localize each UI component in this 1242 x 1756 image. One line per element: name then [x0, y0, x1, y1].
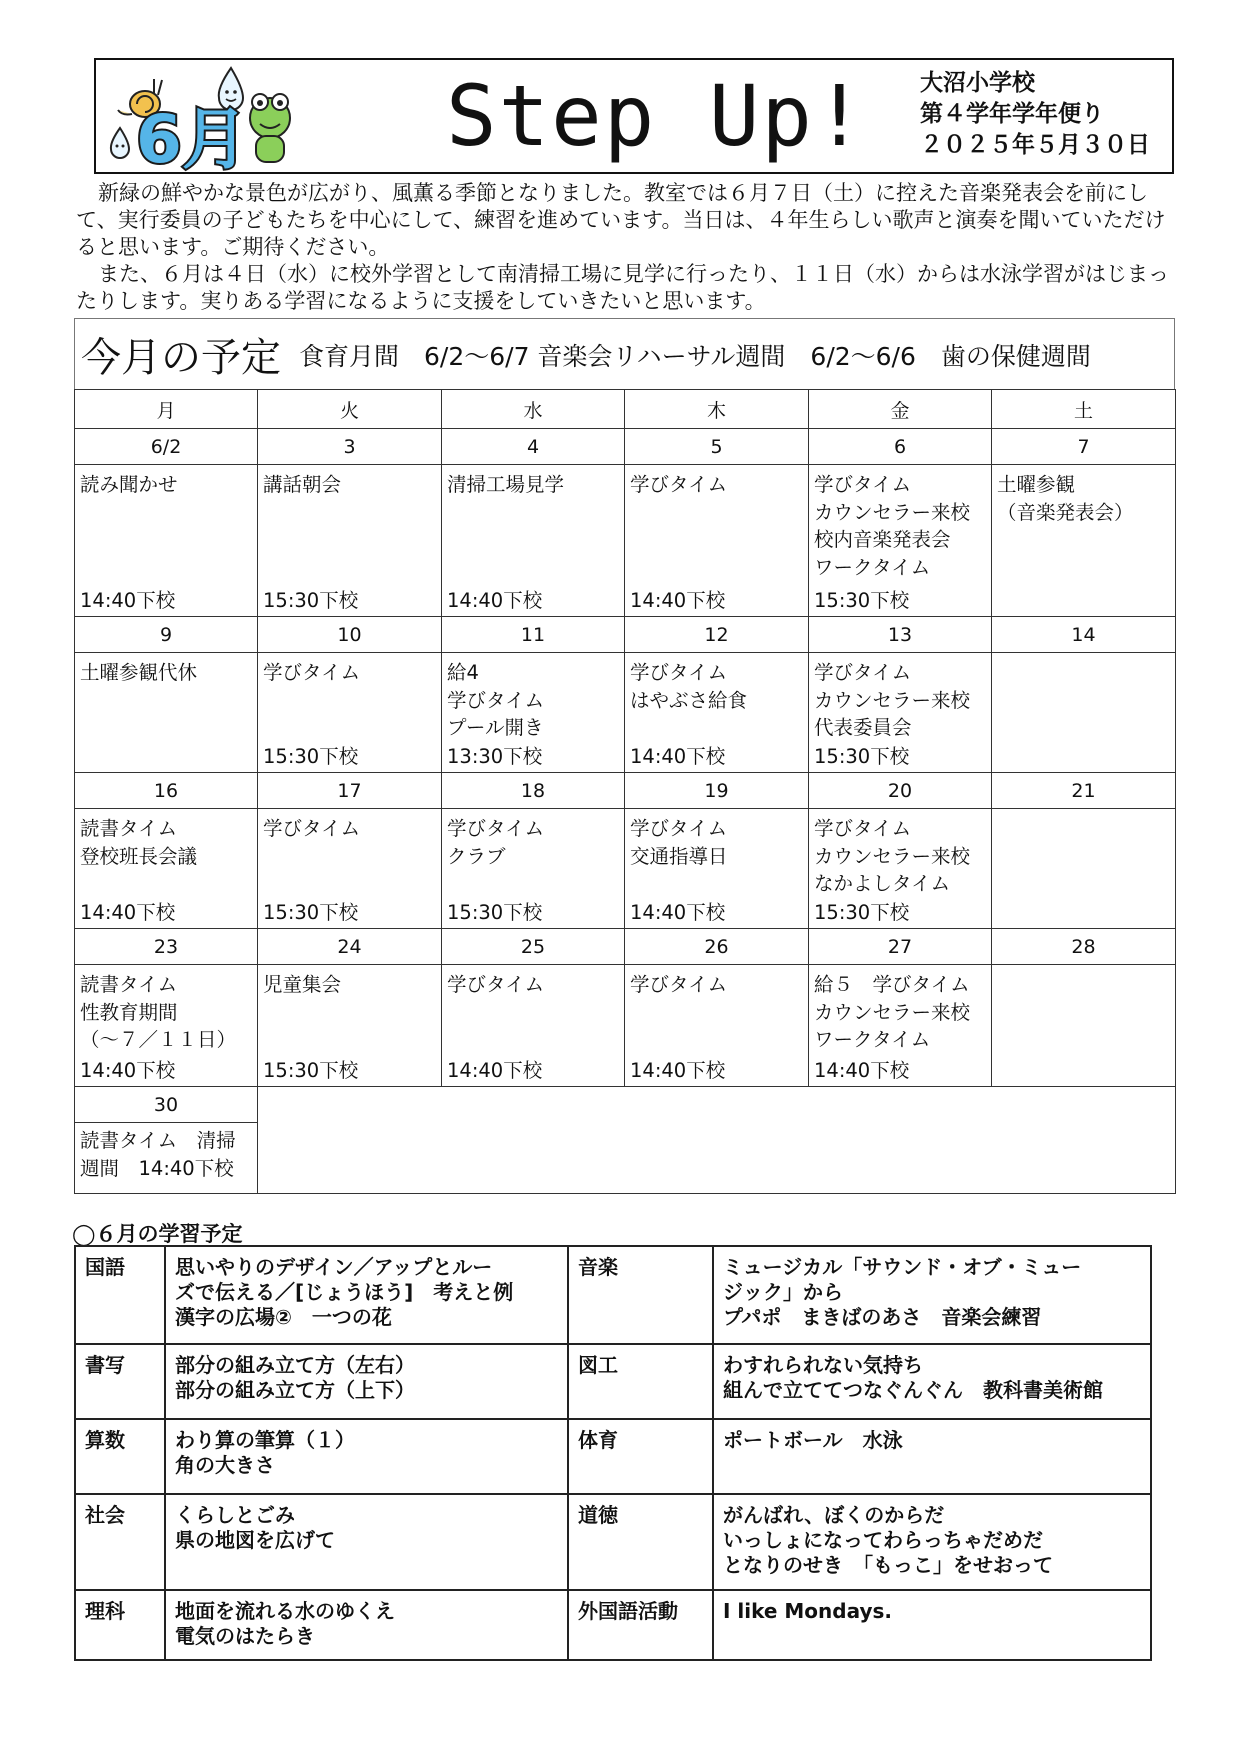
subject-content	[713, 1344, 1151, 1419]
event-list	[263, 471, 437, 499]
dismissal-time: 15:30下校	[814, 744, 910, 768]
dismissal-time: 14:40下校	[447, 588, 543, 612]
calendar-date: 7	[992, 429, 1176, 465]
unit-title: ジック」から	[723, 1280, 843, 1304]
calendar-date: 3	[258, 429, 442, 465]
date-row	[75, 1087, 1176, 1123]
weekday-header: 火	[258, 390, 442, 429]
dismissal-time: 15:30下校	[814, 588, 910, 612]
calendar-day-cell	[258, 809, 442, 929]
unit-title: がんばれ、ぼくのからだ	[723, 1503, 945, 1527]
monthly-calendar	[74, 389, 1176, 1194]
calendar-date: 17	[258, 773, 442, 809]
subject-content	[713, 1494, 1151, 1590]
calendar-date: 6	[809, 429, 992, 465]
learning-row	[75, 1494, 1151, 1590]
event-item: なかよしタイム	[814, 872, 951, 895]
subject-name: 音楽	[568, 1246, 713, 1344]
event-list	[447, 659, 620, 742]
calendar-date: 10	[258, 617, 442, 653]
unit-title: ズで伝える／[じょうほう] 考えと例	[175, 1280, 514, 1304]
event-list	[630, 815, 804, 870]
event-item: 学びタイム	[630, 817, 728, 840]
calendar-date: 28	[992, 929, 1176, 965]
unit-title: 県の地図を広げて	[175, 1528, 335, 1552]
unit-title: くらしとごみ	[175, 1503, 295, 1527]
dismissal-time: 15:30下校	[263, 588, 359, 612]
event-item: 学びタイム	[447, 973, 545, 996]
event-item: プール開き	[447, 716, 544, 739]
day-events	[992, 465, 1175, 616]
day-events	[75, 965, 257, 1086]
dismissal-time: 14:40下校	[80, 1058, 176, 1082]
event-item: 読み聞かせ	[80, 473, 178, 496]
subject-name: 書写	[75, 1344, 165, 1419]
unit-title: 思いやりのデザイン／アップとルー	[175, 1255, 493, 1279]
dismissal-time: 14:40下校	[630, 588, 726, 612]
calendar-day-cell	[75, 653, 258, 773]
day-events	[625, 653, 808, 772]
event-item: ワークタイム	[814, 1028, 931, 1051]
day-events	[75, 465, 257, 616]
event-list	[814, 971, 987, 1054]
calendar-date: 4	[442, 429, 625, 465]
event-list	[263, 971, 437, 999]
calendar-day-cell	[625, 965, 809, 1087]
day-events	[75, 809, 257, 928]
event-item: 校内音楽発表会	[814, 528, 951, 551]
event-item: （～７／１１日）	[80, 1028, 237, 1051]
calendar-day-cell	[809, 809, 992, 929]
dismissal-time: 14:40下校	[80, 588, 176, 612]
event-list	[263, 815, 437, 843]
event-list	[630, 471, 804, 499]
learning-row	[75, 1590, 1151, 1660]
calendar-date: 24	[258, 929, 442, 965]
event-item: 学びタイム	[630, 973, 728, 996]
event-list	[80, 471, 253, 499]
event-item: ワークタイム	[814, 555, 931, 579]
subject-name: 国語	[75, 1246, 165, 1344]
event-list	[447, 471, 620, 499]
calendar-date: 30	[75, 1087, 258, 1123]
calendar-date: 23	[75, 929, 258, 965]
event-list	[814, 815, 987, 898]
event-item: 学びタイム	[814, 817, 912, 840]
event-item: 週間 14:40下校	[80, 1156, 234, 1180]
intro-paragraph: 新緑の鮮やかな景色が広がり、風薫る季節となりました。教室では６月７日（土）に控えた音楽発表会を前にして、実行委員の子どもたちを中心にして、練習を進めています。当日は、４年生らしい歌声と演奏を聞いていただけると思います。ご期待ください。	[76, 181, 1166, 259]
event-list	[814, 471, 987, 581]
unit-title: 組んで立ててつなぐんぐん 教科書美術館	[723, 1378, 1103, 1402]
dismissal-time: 14:40下校	[814, 1058, 910, 1082]
event-item: 講話朝会	[263, 473, 342, 496]
event-item: クラブ	[447, 844, 506, 868]
calendar-date: 9	[75, 617, 258, 653]
calendar-date: 27	[809, 929, 992, 965]
calendar-day-cell	[258, 965, 442, 1087]
event-list	[447, 971, 620, 999]
event-item: カウンセラー来校	[814, 1000, 971, 1024]
calendar-day-cell	[442, 653, 625, 773]
calendar-day-cell	[442, 809, 625, 929]
calendar-day-cell	[992, 465, 1176, 617]
calendar-date: 18	[442, 773, 625, 809]
event-item: 学びタイム	[630, 661, 728, 684]
day-events	[992, 965, 1175, 1086]
event-item: 登校班長会議	[80, 844, 198, 868]
event-list	[80, 971, 253, 1054]
event-item: 学びタイム	[814, 473, 912, 496]
date-row	[75, 429, 1176, 465]
unit-title: となりのせき 「もっこ」をせおって	[723, 1553, 1053, 1577]
event-item: はやぶさ給食	[630, 688, 748, 712]
newsletter-title: Step Up!	[446, 67, 867, 165]
subject-name: 算数	[75, 1419, 165, 1494]
subject-name: 体育	[568, 1419, 713, 1494]
calendar-day-cell	[809, 465, 992, 617]
event-item: カウンセラー来校	[814, 844, 971, 868]
event-item: 学びタイム	[263, 661, 361, 684]
event-row	[75, 809, 1176, 929]
schedule-title: 今月の予定	[81, 335, 281, 381]
event-item: カウンセラー来校	[814, 500, 971, 524]
weekday-header: 水	[442, 390, 625, 429]
school-name: 大沼小学校	[920, 70, 1035, 96]
weekday-header-row	[75, 390, 1176, 429]
subject-content	[165, 1344, 568, 1419]
event-item: 土曜参観代休	[80, 661, 198, 684]
unit-title: 角の大きさ	[175, 1453, 275, 1477]
dismissal-time: 14:40下校	[630, 1058, 726, 1082]
calendar-day-cell	[992, 965, 1176, 1087]
day-events	[809, 809, 991, 928]
subject-content	[713, 1246, 1151, 1344]
subject-name: 道徳	[568, 1494, 713, 1590]
date-row	[75, 773, 1176, 809]
calendar-day-cell	[75, 965, 258, 1087]
issue-date: ２０２５年５月３０日	[920, 132, 1150, 158]
school-info	[920, 68, 1170, 161]
calendar-date: 14	[992, 617, 1176, 653]
calendar-date: 19	[625, 773, 809, 809]
calendar-date: 5	[625, 429, 809, 465]
month-badge-text: 6月	[136, 101, 248, 172]
event-list	[630, 659, 804, 714]
subject-name: 理科	[75, 1590, 165, 1660]
date-row	[75, 929, 1176, 965]
calendar-day-cell	[75, 1123, 258, 1194]
event-item: 給4	[447, 661, 479, 684]
dismissal-time: 14:40下校	[630, 744, 726, 768]
day-events	[809, 965, 991, 1086]
newsletter-header	[94, 58, 1174, 174]
unit-title: I like Mondays.	[723, 1599, 893, 1623]
event-list	[997, 471, 1171, 526]
day-events	[258, 653, 441, 772]
unit-title: いっしょになってわらっちゃだめだ	[723, 1528, 1043, 1552]
schedule-special-weeks: 食育月間 6/2～6/7 音楽会リハーサル週間 6/2～6/6 歯の保健週間	[299, 341, 1091, 371]
unit-title: わすれられない気持ち	[723, 1353, 923, 1377]
event-list	[80, 815, 253, 870]
calendar-day-cell	[992, 809, 1176, 929]
unit-title: ポートボール 水泳	[723, 1428, 903, 1452]
unit-title: プパポ まきばのあさ 音楽会練習	[723, 1305, 1042, 1329]
calendar-date: 20	[809, 773, 992, 809]
subject-name: 図工	[568, 1344, 713, 1419]
learning-plan-table	[74, 1245, 1152, 1661]
day-events	[625, 465, 808, 616]
event-row	[75, 465, 1176, 617]
unit-title: 部分の組み立て方（上下）	[175, 1378, 415, 1402]
calendar-day-cell	[625, 465, 809, 617]
day-events	[809, 465, 991, 616]
event-list	[447, 815, 620, 870]
calendar-date: 21	[992, 773, 1176, 809]
learning-row	[75, 1344, 1151, 1419]
event-item: 学びタイム	[263, 817, 361, 840]
raindrop-character-icon	[111, 128, 129, 158]
unit-title: 部分の組み立て方（左右）	[175, 1353, 415, 1377]
subject-name: 社会	[75, 1494, 165, 1590]
calendar-empty-area	[258, 1087, 1176, 1194]
calendar-day-cell	[75, 809, 258, 929]
event-row	[75, 965, 1176, 1087]
day-events	[442, 653, 624, 772]
weekday-header: 金	[809, 390, 992, 429]
calendar-date: 26	[625, 929, 809, 965]
intro-paragraph: また、６月は４日（水）に校外学習として南清掃工場に見学に行ったり、１１日（水）からは水泳学習がはじまったりします。実りある学習になるように支援をしていきたいと思います。	[76, 262, 1170, 313]
event-item: 読書タイム	[80, 817, 178, 840]
dismissal-time: 15:30下校	[263, 900, 359, 924]
learning-row	[75, 1246, 1151, 1344]
unit-title: 電気のはたらき	[175, 1624, 315, 1648]
date-row	[75, 617, 1176, 653]
day-events	[809, 653, 991, 772]
event-item: 学びタイム	[814, 661, 912, 684]
dismissal-time: 15:30下校	[263, 1058, 359, 1082]
event-item: 児童集会	[263, 973, 342, 996]
event-list	[263, 659, 437, 687]
day-events	[75, 653, 257, 772]
unit-title: ミュージカル「サウンド・オブ・ミュー	[723, 1255, 1082, 1279]
dismissal-time: 14:40下校	[447, 1058, 543, 1082]
calendar-day-cell	[442, 965, 625, 1087]
event-item: カウンセラー来校	[814, 688, 971, 712]
learning-row	[75, 1419, 1151, 1494]
calendar-day-cell	[75, 465, 258, 617]
day-events	[258, 809, 441, 928]
dismissal-time: 13:30下校	[447, 744, 543, 768]
weekday-header: 木	[625, 390, 809, 429]
event-item: 学びタイム	[447, 688, 545, 712]
intro-text	[76, 180, 1176, 315]
event-item: 学びタイム	[630, 473, 728, 496]
dismissal-time: 15:30下校	[447, 900, 543, 924]
day-events	[442, 965, 624, 1086]
weekday-header: 月	[75, 390, 258, 429]
day-events	[258, 965, 441, 1086]
day-events	[992, 809, 1175, 928]
newsletter-name: 第４学年学年便り	[920, 101, 1104, 127]
day-events	[442, 809, 624, 928]
event-list	[80, 659, 253, 687]
unit-title: わり算の筆算（１）	[175, 1428, 355, 1452]
calendar-date: 25	[442, 929, 625, 965]
subject-name: 外国語活動	[568, 1590, 713, 1660]
subject-content	[165, 1494, 568, 1590]
calendar-date: 11	[442, 617, 625, 653]
learning-plan-title: ◯６月の学習予定	[72, 1222, 243, 1246]
event-item: 代表委員会	[814, 716, 912, 739]
event-item: 読書タイム 清掃	[80, 1129, 236, 1152]
calendar-day-cell	[258, 653, 442, 773]
dismissal-time: 14:40下校	[80, 900, 176, 924]
calendar-day-cell	[809, 653, 992, 773]
calendar-day-cell	[809, 965, 992, 1087]
day-events	[75, 1123, 257, 1193]
frog-character-icon	[250, 94, 290, 162]
unit-title: 地面を流れる水のゆくえ	[175, 1599, 395, 1623]
subject-content	[713, 1590, 1151, 1660]
calendar-date: 6/2	[75, 429, 258, 465]
subject-content	[165, 1590, 568, 1660]
subject-content	[165, 1419, 568, 1494]
dismissal-time: 15:30下校	[814, 900, 910, 924]
calendar-date: 16	[75, 773, 258, 809]
day-events	[625, 965, 808, 1086]
day-events	[992, 653, 1175, 772]
calendar-day-cell	[625, 653, 809, 773]
event-item: 交通指導日	[630, 844, 728, 868]
weekday-header: 土	[992, 390, 1176, 429]
day-events	[442, 465, 624, 616]
day-events	[258, 465, 441, 616]
dismissal-time: 15:30下校	[263, 744, 359, 768]
subject-content	[713, 1419, 1151, 1494]
calendar-day-cell	[992, 653, 1176, 773]
event-list	[814, 659, 987, 742]
schedule-header	[74, 318, 1175, 390]
subject-content	[165, 1246, 568, 1344]
calendar-day-cell	[442, 465, 625, 617]
unit-title: 漢字の広場② 一つの花	[175, 1305, 392, 1329]
event-item: 給５ 学びタイム	[814, 973, 970, 996]
calendar-date: 13	[809, 617, 992, 653]
event-item: 読書タイム	[80, 973, 178, 996]
calendar-date: 12	[625, 617, 809, 653]
event-item: 性教育期間	[80, 1000, 178, 1024]
event-item: 学びタイム	[447, 817, 545, 840]
day-events	[625, 809, 808, 928]
event-item: 清掃工場見学	[447, 473, 565, 496]
june-badge-illustration	[98, 62, 308, 172]
dismissal-time: 14:40下校	[630, 900, 726, 924]
event-row	[75, 653, 1176, 773]
event-list	[630, 971, 804, 999]
event-item: （音楽発表会）	[997, 500, 1134, 524]
event-item: 土曜参観	[997, 473, 1076, 496]
calendar-day-cell	[258, 465, 442, 617]
calendar-day-cell	[625, 809, 809, 929]
